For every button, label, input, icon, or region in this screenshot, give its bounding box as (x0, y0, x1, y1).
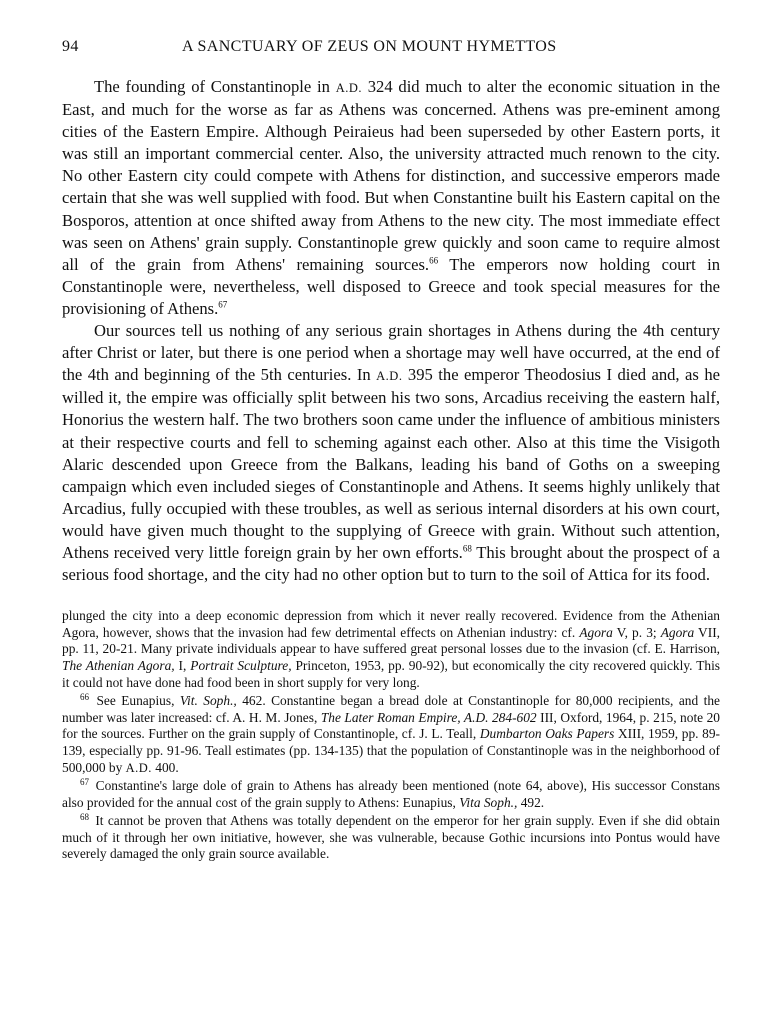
main-text (62, 76, 720, 586)
paragraph-2 (62, 320, 720, 586)
italic-text: Portrait Sculpture, (190, 657, 292, 673)
text: plunged the city into a deep economic depression from which it never really recovered. Evidence from the Athenian Agora, however, shows that the invasion had few detrimental effects on Athenian industry: cf. (62, 608, 720, 640)
footnote-continued (62, 608, 720, 691)
running-title: A SANCTUARY OF ZEUS ON MOUNT HYMETTOS (182, 38, 557, 55)
text: XIII, 1959, pp. 89-139, especially pp. 91-96. Teall estimates (pp. 134-135) that the population of Constantinople was in the neighborhood of 500,000 by (62, 726, 720, 775)
paragraph-1 (62, 76, 720, 320)
text: 492. (517, 794, 545, 810)
italic-text: Vit. Soph., (179, 693, 237, 709)
footnote-66 (62, 693, 720, 776)
text: VII, pp. 11, 20-21. Many private individuals appear to have suffered great personal losses due to the invasion (cf. E. Harrison, (62, 624, 720, 657)
text: 324 did much to alter the economic situation in the East, and much for the worse as far as Athens was concerned. Athens was pre-eminent among cities of the Eastern Empire. Although Peiraieus had been superseded by other Eastern ports, it was still an important commercial center. Also, the university attracted much renown to the city. No other Eastern city could compete with Athens for distinction, and successive emperors made certain that she was well supplied with food. But when Constantine built his Eastern capital on the Bosporos, attention at once shifted away from Athens to the new city. The most immediate effect was seen on Athens' grain supply. Constantinople grew quickly and soon came to require almost all of the grain from Athens' remaining sources. (62, 77, 720, 274)
italic-text: Dumbarton Oaks Papers (479, 726, 615, 742)
text: V, p. 3; (612, 624, 661, 640)
text: Our sources tell us nothing of any serious grain shortages in Athens during the 4th century after Christ or later, but there is one period when a shortage may well have occurred, at the end of the 4th and beginning of the 5th centuries. In (62, 321, 720, 385)
footnote-number: 68 (80, 811, 89, 822)
page-header (62, 38, 720, 64)
text: It cannot be proven that Athens was totally dependent on the emperor for her grain supply. Even if she did obtain much of it through her own initiative, however, she was vulnerable, because Gothic incursions into Pontus would have severely damaged the only grain source available. (62, 813, 720, 862)
footnotes (62, 608, 720, 863)
footnote-68 (62, 813, 720, 863)
text: 400. (151, 759, 179, 775)
italic-text: Agora (660, 624, 695, 640)
footnote-ref-68[interactable]: 68 (462, 543, 472, 554)
footnote-ref-66[interactable]: 66 (429, 255, 439, 266)
text: See Eunapius, (91, 693, 180, 709)
small-caps-text: A.D. (125, 760, 152, 775)
italic-text: Vita Soph., (459, 794, 518, 810)
text: Princeton, 1953, pp. 90-92), but economically the city recovered quickly. This it could not have done had food been in short supply for very long. (62, 657, 721, 690)
page (62, 38, 720, 865)
footnote-number: 67 (80, 776, 89, 787)
page-number: 94 (62, 38, 79, 55)
italic-text: The Later Roman Empire, A.D. 284-602 (320, 709, 537, 725)
text: This brought about the prospect of a serious food shortage, and the city had no other option but to turn to the soil of Attica for its food. (62, 542, 721, 585)
footnote-ref-67[interactable]: 67 (218, 299, 228, 310)
text: 395 the emperor Theodosius I died and, as he willed it, the empire was officially split between his two sons, Arcadius receiving the eastern half, Honorius the western half. The two brothers soon came under the influence of ambitious ministers at their respective courts and fell to scheming against each other. Also at this time the Visigoth Alaric descended upon Greece from the Balkans, leading his band of Goths on a sweeping campaign which even included sieges of Constantinople and Athens. It seems highly unlikely that Arcadius, fully occupied with these troubles, as well as serious internal disorders at his own court, would have given much thought to the supplying of Greece with grain. Without such attention, Athens received very little foreign grain by her own efforts. (62, 365, 720, 562)
text: Constantine's large dole of grain to Athens has already been mentioned (note 64, above), His successor Constans also provided for the annual cost of the grain supply to Athens: Eunapius, (62, 778, 720, 810)
footnote-number: 66 (80, 691, 89, 702)
italic-text: Agora (579, 624, 613, 640)
small-caps-text: A.D. (376, 369, 403, 384)
footnote-67 (62, 778, 720, 811)
small-caps-text: A.D. (335, 81, 362, 95)
text: The emperors now holding court in Constantinople were, nevertheless, well disposed to Greece and took special measures for the provisioning of Athens. (62, 254, 721, 318)
text: The founding of Constantinople in (94, 77, 336, 96)
text: 462. Constantine began a bread dole at Constantinople for 80,000 recipients, and the number was later increased: cf. A. H. M. Jones, (62, 693, 720, 725)
text: I, (174, 657, 191, 673)
italic-text: The Athenian Agora, (62, 657, 175, 673)
text: III, Oxford, 1964, p. 215, note 20 for the sources. Further on the grain supply of Constantinople, cf. J. L. Teall, (62, 709, 721, 742)
